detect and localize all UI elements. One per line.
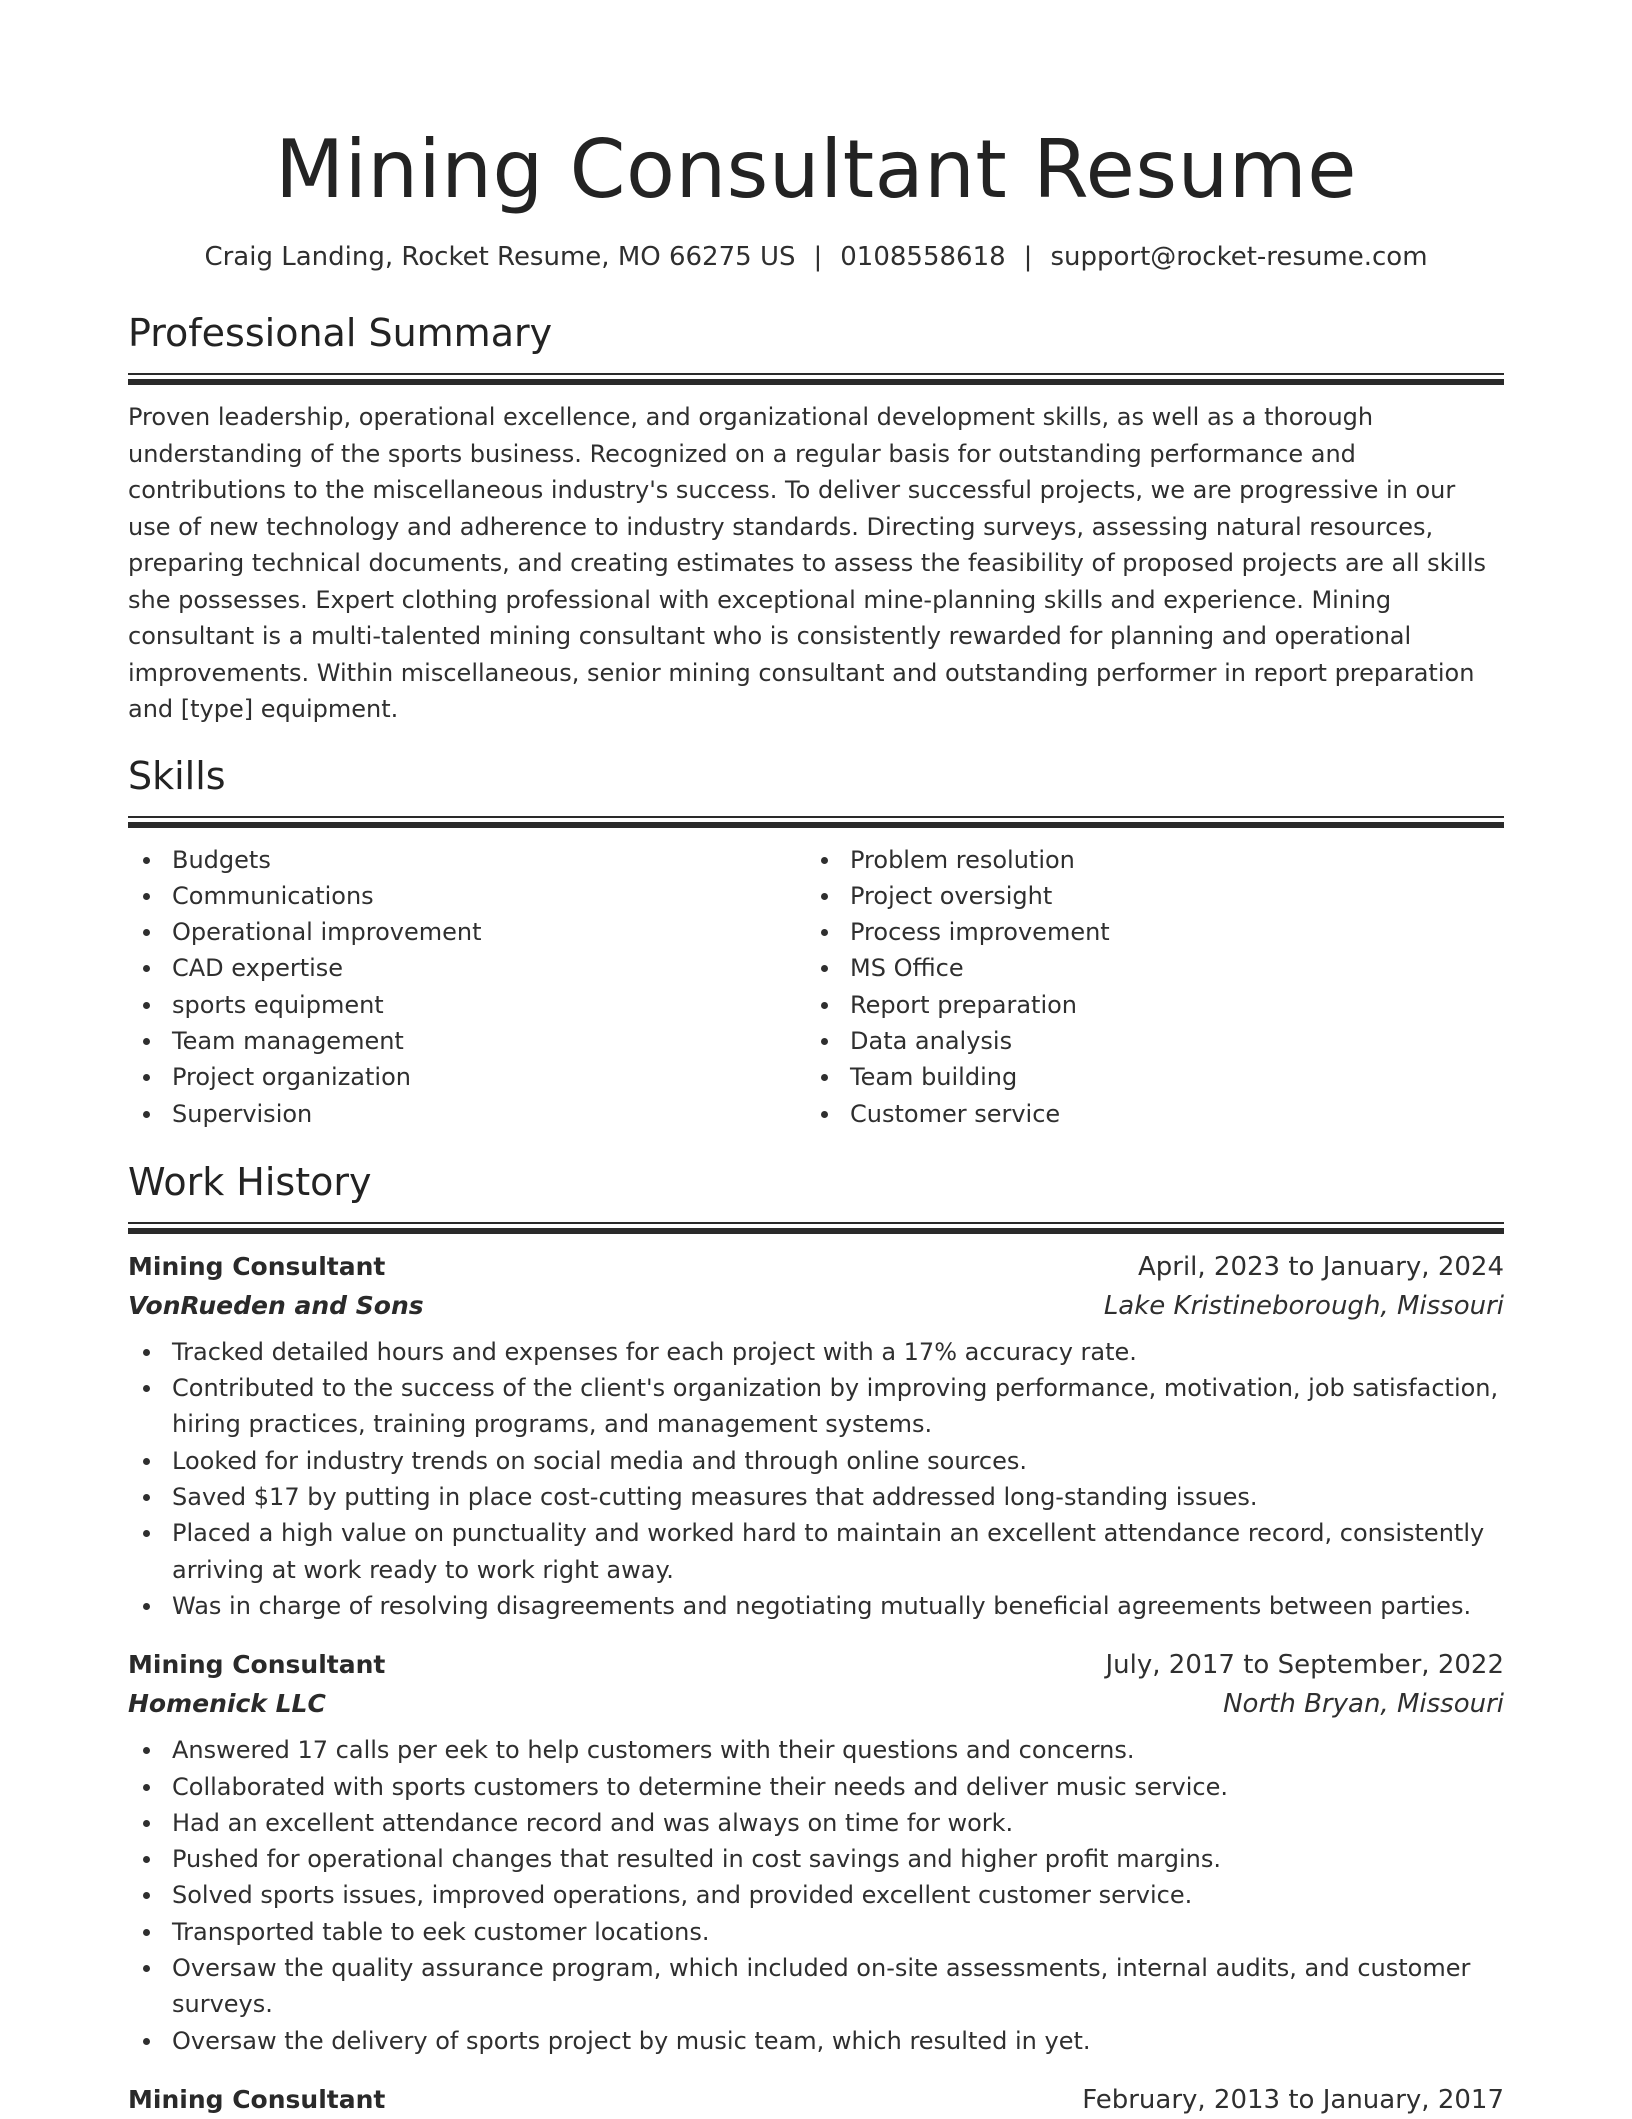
job-location: Lake Kristineborough, Missouri [1103, 1290, 1504, 1321]
job-entry [128, 1248, 1504, 1624]
skill-item: Operational improvement [128, 914, 806, 950]
resume-title: Mining Consultant Resume [275, 123, 1357, 216]
job-dates: February, 2013 to January, 2017 [1082, 2084, 1504, 2115]
section-divider-thick [128, 822, 1504, 828]
job-header [128, 1248, 1504, 1286]
job-bullet: Contributed to the success of the client's organization by improving performance, motivation, job satisfaction, hiring practices, training programs, and management systems. [128, 1370, 1504, 1443]
job-header [128, 1646, 1504, 1684]
job-bullets [128, 1334, 1504, 1624]
job-bullet: Had an excellent attendance record and was always on time for work. [128, 1805, 1504, 1841]
section-divider [128, 816, 1504, 818]
skill-item: Data analysis [806, 1023, 1484, 1059]
skills-columns [128, 842, 1504, 1132]
skill-item: Report preparation [806, 987, 1484, 1023]
contact-separator: | [813, 242, 823, 272]
skills-section [128, 752, 1504, 1132]
skill-item: CAD expertise [128, 950, 806, 986]
job-title: Mining Consultant [128, 1650, 386, 1680]
skill-item: Process improvement [806, 914, 1484, 950]
resume-page [128, 0, 1504, 2119]
skill-item: Customer service [806, 1096, 1484, 1132]
job-bullet: Placed a high value on punctuality and worked hard to maintain an excellent attendance record, consistently arriving at work ready to work right away. [128, 1515, 1504, 1588]
contact-separator: | [1023, 242, 1033, 272]
section-divider [128, 1222, 1504, 1224]
skill-item: Communications [128, 878, 806, 914]
job-bullet: Pushed for operational changes that resulted in cost savings and higher profit margins. [128, 1841, 1504, 1877]
job-bullet: Solved sports issues, improved operations, and provided excellent customer service. [128, 1877, 1504, 1913]
section-divider-thick [128, 1228, 1504, 1234]
skill-item: MS Office [806, 950, 1484, 986]
work-history-section [128, 1158, 1504, 2119]
job-bullet: Tracked detailed hours and expenses for each project with a 17% accuracy rate. [128, 1334, 1504, 1370]
job-header [128, 2081, 1504, 2119]
skill-item: sports equipment [128, 987, 806, 1023]
skill-item: Team management [128, 1023, 806, 1059]
skills-heading: Skills [128, 753, 226, 798]
job-bullet: Answered 17 calls per eek to help customers with their questions and concerns. [128, 1732, 1504, 1768]
skill-item: Project oversight [806, 878, 1484, 914]
work-history-heading: Work History [128, 1159, 372, 1204]
skills-list-right [806, 842, 1484, 1132]
job-bullet: Oversaw the delivery of sports project by music team, which resulted in yet. [128, 2023, 1504, 2059]
contact-phone: 0108558618 [840, 242, 1006, 272]
job-company: Homenick LLC [128, 1689, 326, 1719]
job-bullet: Saved $17 by putting in place cost-cutting measures that addressed long-standing issues. [128, 1479, 1504, 1515]
job-bullet: Transported table to eek customer locations. [128, 1914, 1504, 1950]
job-bullet: Looked for industry trends on social media and through online sources. [128, 1443, 1504, 1479]
summary-heading: Professional Summary [128, 311, 553, 355]
job-entry [128, 2081, 1504, 2119]
contact-email: support@rocket-resume.com [1050, 242, 1428, 272]
summary-text: Proven leadership, operational excellence, and organizational development skills, as well as a thorough understanding of the sports business. Recognized on a regular basis for outstanding performance and contributions to the miscellaneous industry's success. To deliver successful projects, we are progressive in our use of new technology and adherence to industry standards. Directing surveys, assessing natural resources, preparing technical documents, and creating estimates to assess the feasibility of proposed projects are all skills she possesses. Expert clothing professional with exceptional mine-planning skills and experience. Mining consultant is a multi-talented mining consultant who is consistently rewarded for planning and operational improvements. Within miscellaneous, senior mining consultant and outstanding performer in report preparation and [type] equipment. [128, 403, 1487, 723]
skill-item: Supervision [128, 1096, 806, 1132]
job-bullet: Collaborated with sports customers to determine their needs and deliver music service. [128, 1769, 1504, 1805]
job-title: Mining Consultant [128, 2084, 386, 2114]
section-divider-thick [128, 379, 1504, 385]
job-bullets [128, 1732, 1504, 2059]
job-company: VonRueden and Sons [128, 1290, 424, 1320]
skill-item: Project organization [128, 1059, 806, 1095]
skill-item: Problem resolution [806, 842, 1484, 878]
contact-address: Craig Landing, Rocket Resume, MO 66275 US [204, 242, 796, 272]
job-dates: April, 2023 to January, 2024 [1137, 1251, 1504, 1282]
job-bullet: Oversaw the quality assurance program, which included on-site assessments, internal audits, and customer surveys. [128, 1950, 1504, 2023]
skills-list-left [128, 842, 806, 1132]
summary-section [128, 309, 1504, 728]
job-title: Mining Consultant [128, 1251, 386, 1281]
job-dates: July, 2017 to September, 2022 [1105, 1650, 1504, 1681]
job-location: North Bryan, Missouri [1223, 1689, 1504, 1720]
job-bullet: Was in charge of resolving disagreements and negotiating mutually beneficial agreements between parties. [128, 1588, 1504, 1624]
contact-line [128, 240, 1504, 274]
job-entry [128, 1646, 1504, 2059]
skill-item: Budgets [128, 842, 806, 878]
section-divider [128, 373, 1504, 375]
job-subheader [128, 1684, 1504, 1724]
job-subheader [128, 1286, 1504, 1326]
skill-item: Team building [806, 1059, 1484, 1095]
